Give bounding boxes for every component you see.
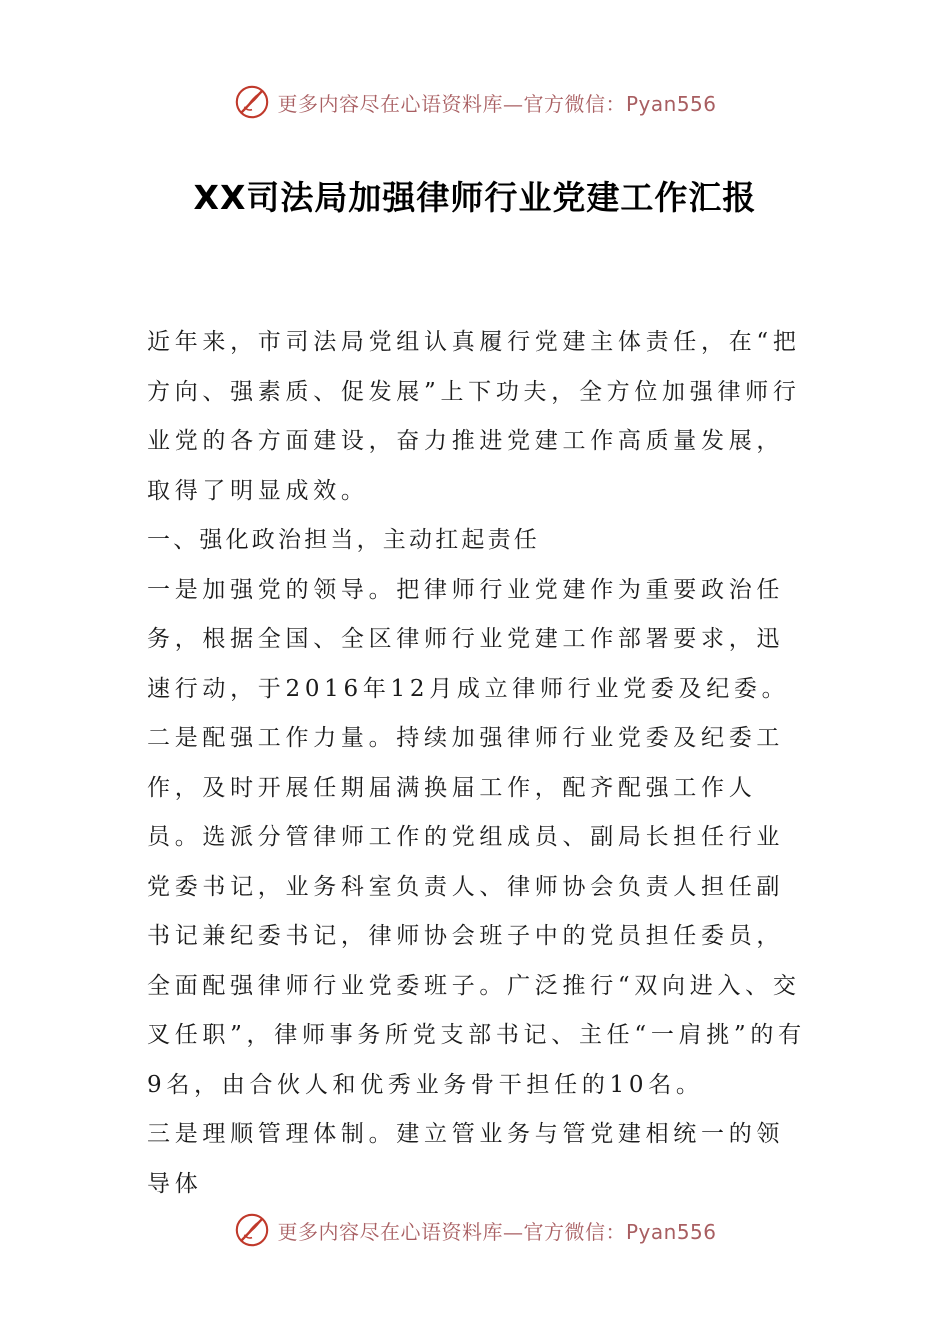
banner-text: 更多内容尽在心语资料库—官方微信：Pyan556 bbox=[277, 91, 717, 116]
footer-banner bbox=[0, 1210, 950, 1250]
paragraph: 二是配强工作力量。持续加强律师行业党委及纪委工作，及时开展任期届满换届工作，配齐配强工作人员。选派分管律师工作的党组成员、副局长担任行业党委书记，业务科室负责人、律师协会负责人担任副书记兼纪委书记，律师协会班子中的党员担任委员，全面配强律师行业党委班子。广泛推行“双向进入、交叉任职”，律师事务所党支部书记、主任“一肩挑”的有9名，由合伙人和优秀业务骨干担任的10名。 bbox=[147, 725, 806, 1098]
paragraph: 近年来，市司法局党组认真履行党建主体责任，在“把方向、强素质、促发展”上下功夫，全方位加强律师行业党的各方面建设，奋力推进党建工作高质量发展，取得了明显成效。 bbox=[147, 329, 801, 504]
paragraph: 一是加强党的领导。把律师行业党建作为重要政治任务，根据全国、全区律师行业党建工作部署要求，迅速行动，于2016年12月成立律师行业党委及纪委。 bbox=[147, 576, 790, 702]
quill-logo-icon bbox=[233, 83, 271, 121]
wechat-id: Pyan556 bbox=[625, 91, 717, 116]
wechat-id: Pyan556 bbox=[625, 1219, 717, 1244]
banner-text: 更多内容尽在心语资料库—官方微信：Pyan556 bbox=[277, 1219, 717, 1244]
header-banner bbox=[0, 82, 950, 122]
section-heading: 一、强化政治担当，主动扛起责任 bbox=[147, 527, 540, 553]
paragraph: 三是理顺管理体制。建立管业务与管党建相统一的领导体 bbox=[147, 1121, 785, 1197]
document-title: XX司法局加强律师行业党建工作汇报 bbox=[193, 178, 757, 217]
quill-logo-icon bbox=[233, 1211, 271, 1249]
document-body bbox=[147, 318, 807, 1209]
